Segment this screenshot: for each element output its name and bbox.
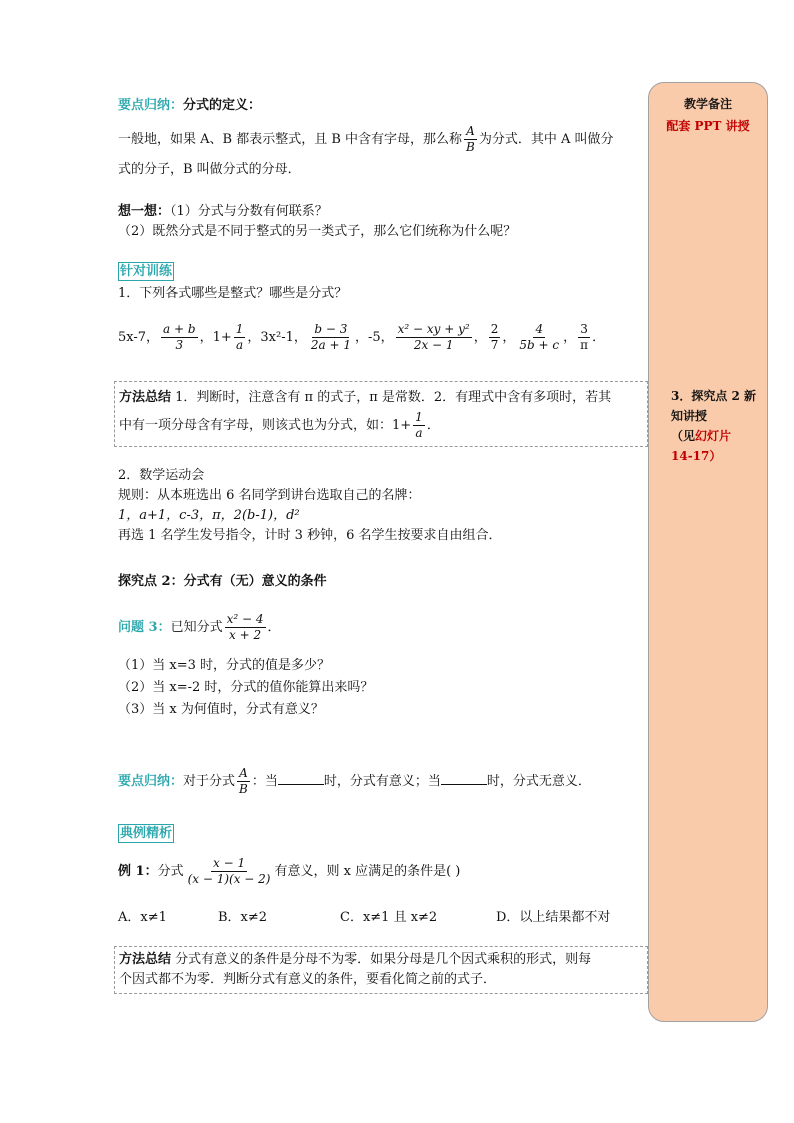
- method1-frac: [413, 410, 425, 441]
- think-q2: （2）既然分式是不同于整式的另一类式子，那么它们统称为什么呢？: [118, 224, 517, 239]
- method-summary-box-1: [114, 381, 648, 447]
- method-summary-box-2: [114, 946, 648, 994]
- num: x − 1: [213, 856, 246, 870]
- teaching-notes-sidebar: [648, 82, 768, 1022]
- method1-line-1: [119, 388, 611, 408]
- problem3-q3: （3）当 x 为何值时，分式有意义？: [118, 702, 324, 717]
- den: a: [235, 338, 244, 352]
- fill-blank-2: [441, 771, 487, 785]
- think-label: 想一想：: [118, 204, 171, 219]
- sidebar-title: 教学备注: [683, 97, 732, 111]
- sports-rule: 规则：从本班选出 6 名同学到讲台选取自己的名牌：: [118, 488, 421, 503]
- practice-tag: 针对训练: [120, 264, 173, 279]
- example-tag: 典例精析: [120, 826, 173, 841]
- num: x² − xy + y²: [397, 322, 470, 336]
- explore2-title: 探究点 2：分式有（无）意义的条件: [118, 574, 327, 589]
- problem3-line: [118, 608, 281, 648]
- expr-3: ，3x²-1，: [247, 330, 307, 345]
- example-label: 例 1：: [118, 864, 158, 879]
- example-frac: [186, 856, 273, 887]
- expr-4: ，-5，: [354, 330, 394, 345]
- method2-text-2: 个因式都不为零．判断分式有意义的条件，要看化简之前的式子．: [119, 972, 497, 987]
- s2-text-a: 对于分式: [183, 774, 236, 789]
- den: a: [415, 426, 423, 440]
- expr-5: ，: [473, 330, 487, 345]
- expr-frac-4: [396, 322, 472, 353]
- den: π: [580, 338, 589, 352]
- problem3-text: 已知分式: [170, 620, 223, 635]
- s2-frac: [237, 766, 250, 797]
- definition-text-a: 一般地，如果 A、B 都表示整式，且 B 中含有字母，那么称: [118, 132, 463, 147]
- num: 1: [235, 322, 244, 336]
- option-d: D．以上结果都不对: [496, 910, 611, 925]
- think-line-1: [118, 202, 328, 222]
- num: a + b: [163, 322, 196, 336]
- den: 5b + c: [519, 338, 560, 352]
- sidebar-note-2: [671, 426, 765, 446]
- key-point-meaning: [118, 764, 591, 800]
- expr-1: 5x-7，: [118, 330, 160, 345]
- expr-frac-6: [517, 322, 561, 353]
- s2-text-c: 时，分式有意义；当: [323, 774, 441, 789]
- sidebar-note-2b: 幻灯片: [695, 429, 732, 443]
- frac-denominator: B: [466, 140, 475, 154]
- num: 1: [415, 410, 423, 424]
- sports-items: 1，a+1，c-3，π，2(b-1)，d²: [118, 508, 300, 523]
- practice-question: 1．下列各式哪些是整式？哪些是分式？: [118, 286, 348, 301]
- method1-label: 方法总结: [119, 390, 172, 405]
- fill-blank-1: [278, 771, 324, 785]
- expr-frac-1: [161, 322, 198, 353]
- practice-expressions: [118, 318, 605, 358]
- num: 3: [580, 322, 588, 336]
- option-a: A．x≠1: [118, 910, 167, 925]
- expr-7: ，: [563, 330, 577, 345]
- sports-last: 再选 1 名学生发号指令，计时 3 秒钟，6 名学生按要求自由组合．: [118, 528, 502, 543]
- expr-frac-2: [234, 322, 246, 353]
- definition-text-b: 为分式．其中 A 叫做分: [478, 132, 614, 147]
- expr-8: ．: [592, 330, 606, 345]
- key-point-label: 要点归纳：: [118, 98, 184, 113]
- key-point-label-2: 要点归纳：: [118, 774, 184, 789]
- key-point-definition: [118, 96, 261, 116]
- think-q1: （1）分式与分数有何联系？: [170, 204, 328, 219]
- sidebar-note-1: 3．探究点 2 新知讲授: [671, 389, 757, 423]
- expr-frac-5: [489, 322, 501, 353]
- option-b: B．x≠2: [218, 910, 268, 925]
- example-text-b: 有意义，则 x 应满足的条件是( ): [274, 864, 461, 879]
- method1-text-2: 中有一项分母含有字母，则该式也为分式，如：1+: [119, 418, 412, 433]
- num: x² − 4: [226, 612, 264, 626]
- method1-text-3: ．: [426, 418, 440, 433]
- method2-label: 方法总结: [119, 952, 172, 967]
- sidebar-note: [671, 386, 765, 466]
- den: (x − 1)(x − 2): [187, 872, 271, 886]
- expr-frac-3: [309, 322, 353, 353]
- problem3-q2: （2）当 x=-2 时，分式的值你能算出来吗？: [118, 680, 374, 695]
- definition-line-2: 式的分子，B 叫做分式的分母．: [118, 162, 301, 177]
- problem3-end: ．: [267, 620, 281, 635]
- problem3-frac: [225, 612, 266, 643]
- s2-text-b: ：当: [251, 774, 278, 789]
- practice-header: [118, 262, 174, 282]
- example-text-a: 分式: [157, 864, 184, 879]
- den: 7: [490, 338, 499, 352]
- example-question: [118, 852, 460, 892]
- s2-text-d: 时，分式无意义．: [486, 774, 591, 789]
- problem3-q1: （1）当 x=3 时，分式的值是多少？: [118, 658, 331, 673]
- den: x + 2: [229, 628, 262, 642]
- key-point-title: 分式的定义：: [183, 98, 262, 113]
- method1-text-1: 1．判断时，注意含有 π 的式子，π 是常数．2．有理式中含有多项时，若其: [171, 390, 612, 405]
- expr-6: ，: [502, 330, 516, 345]
- definition-line-1: [118, 124, 614, 155]
- den: 3: [175, 338, 184, 352]
- num: b − 3: [314, 322, 348, 336]
- sidebar-subtitle: 配套 PPT 讲授: [666, 119, 750, 133]
- sidebar-note-2a: （见: [671, 429, 696, 443]
- expr-2: ，1+: [199, 330, 232, 345]
- fraction-a-over-b: [464, 124, 477, 155]
- method2-text-1: 分式有意义的条件是分母不为零．如果分母是几个因式乘积的形式，则每: [171, 952, 592, 967]
- option-c: C．x≠1 且 x≠2: [340, 910, 438, 925]
- method1-line-2: [119, 408, 440, 444]
- method2-line-1: [119, 950, 591, 970]
- frac-numerator: A: [466, 124, 475, 138]
- sports-title: 2．数学运动会: [118, 468, 205, 483]
- num: 4: [535, 322, 544, 336]
- num: 2: [490, 322, 499, 336]
- sidebar-note-3: 14-17）: [671, 449, 722, 463]
- example-header: [118, 824, 174, 844]
- den: 2a + 1: [310, 338, 351, 352]
- problem3-label: 问题 3：: [118, 620, 171, 635]
- den: B: [239, 782, 248, 796]
- den: 2x − 1: [413, 338, 454, 352]
- expr-frac-7: [578, 322, 590, 353]
- num: A: [239, 766, 248, 780]
